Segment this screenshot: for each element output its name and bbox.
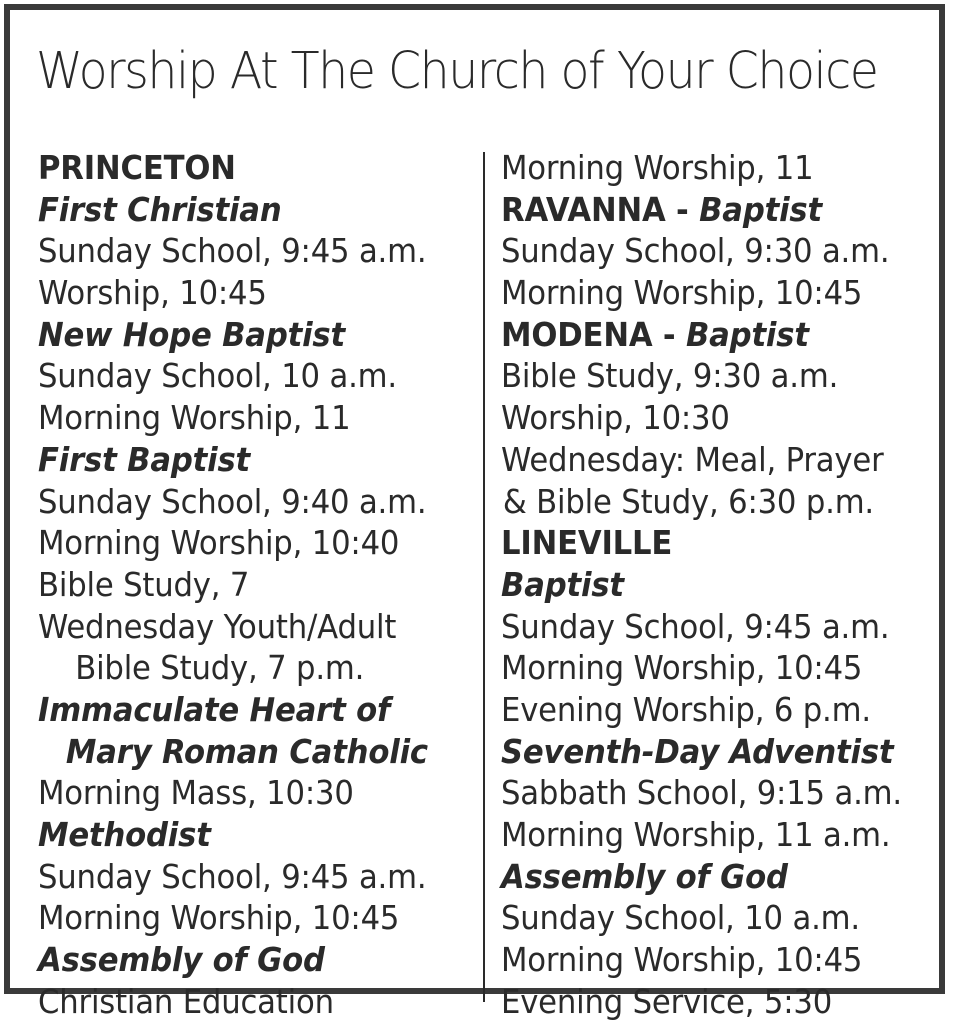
service-time: Sunday School, 9:45 a.m. <box>501 606 890 646</box>
town-church-heading <box>501 189 920 231</box>
service-time: Morning Worship, 10:45 <box>501 940 863 980</box>
service-time: Morning Worship, 10:45 <box>501 648 863 688</box>
service-time: Morning Worship, 10:45 <box>501 273 863 313</box>
service-time: Sabbath School, 9:15 a.m. <box>501 773 902 813</box>
service-time: Morning Worship, 10:45 <box>38 898 400 938</box>
service-time: Morning Mass, 10:30 <box>38 773 354 813</box>
church-name: Baptist <box>699 189 822 229</box>
service-time: Worship, 10:45 <box>38 273 267 313</box>
service-time: Wednesday: Meal, Prayer <box>501 439 884 479</box>
service-time: Bible Study, 7 <box>38 564 250 604</box>
church-name: Seventh-Day Adventist <box>501 731 894 771</box>
service-time: Morning Worship, 11 a.m. <box>501 815 891 854</box>
service-time: Morning Worship, 11 <box>501 148 814 187</box>
service-time: Morning Worship, 10:40 <box>38 523 400 563</box>
town-name: MODENA - <box>501 314 686 354</box>
service-time: Sunday School, 10 a.m. <box>38 356 397 396</box>
church-name: Baptist <box>685 314 809 354</box>
church-name: New Hope Baptist <box>38 314 346 354</box>
listing-frame <box>4 4 945 1021</box>
service-time: Sunday School, 10 a.m. <box>501 898 860 938</box>
church-name: Baptist <box>501 564 624 604</box>
service-time: Evening Worship, 6 p.m. <box>501 689 871 729</box>
page-title: Worship At The Church of Your Choice <box>36 42 878 101</box>
church-name: Immaculate Heart of <box>38 689 391 729</box>
service-time: Sunday School, 9:30 a.m. <box>501 231 890 271</box>
column-divider <box>483 152 485 1002</box>
service-time: Evening Service, 5:30 <box>501 981 833 1021</box>
church-name: Mary Roman Catholic <box>65 731 428 771</box>
church-name: Methodist <box>38 815 211 854</box>
service-time: Sunday School, 9:40 a.m. <box>38 481 427 521</box>
town-church-heading <box>501 314 920 356</box>
church-name: Assembly of God <box>38 940 325 980</box>
town-heading: LINEVILLE <box>501 523 673 563</box>
church-name: First Baptist <box>38 439 251 479</box>
church-name: Assembly of God <box>501 856 788 896</box>
service-time: Morning Worship, 11 <box>38 398 351 438</box>
right-column <box>501 147 951 1022</box>
town-heading: PRINCETON <box>38 148 236 187</box>
service-time: Bible Study, 9:30 a.m. <box>501 356 839 396</box>
service-time: Christian Education <box>38 981 334 1021</box>
service-time: Worship, 10:30 <box>501 398 730 438</box>
service-time: Sunday School, 9:45 a.m. <box>38 856 427 896</box>
service-time: Sunday School, 9:45 a.m. <box>38 231 427 271</box>
service-time: Wednesday Youth/Adult <box>38 606 397 646</box>
service-time: Bible Study, 7 p.m. <box>75 648 365 688</box>
left-column <box>38 147 478 1022</box>
church-name: First Christian <box>38 189 282 229</box>
town-name: RAVANNA - <box>501 189 700 229</box>
service-time: & Bible Study, 6:30 p.m. <box>502 481 875 521</box>
